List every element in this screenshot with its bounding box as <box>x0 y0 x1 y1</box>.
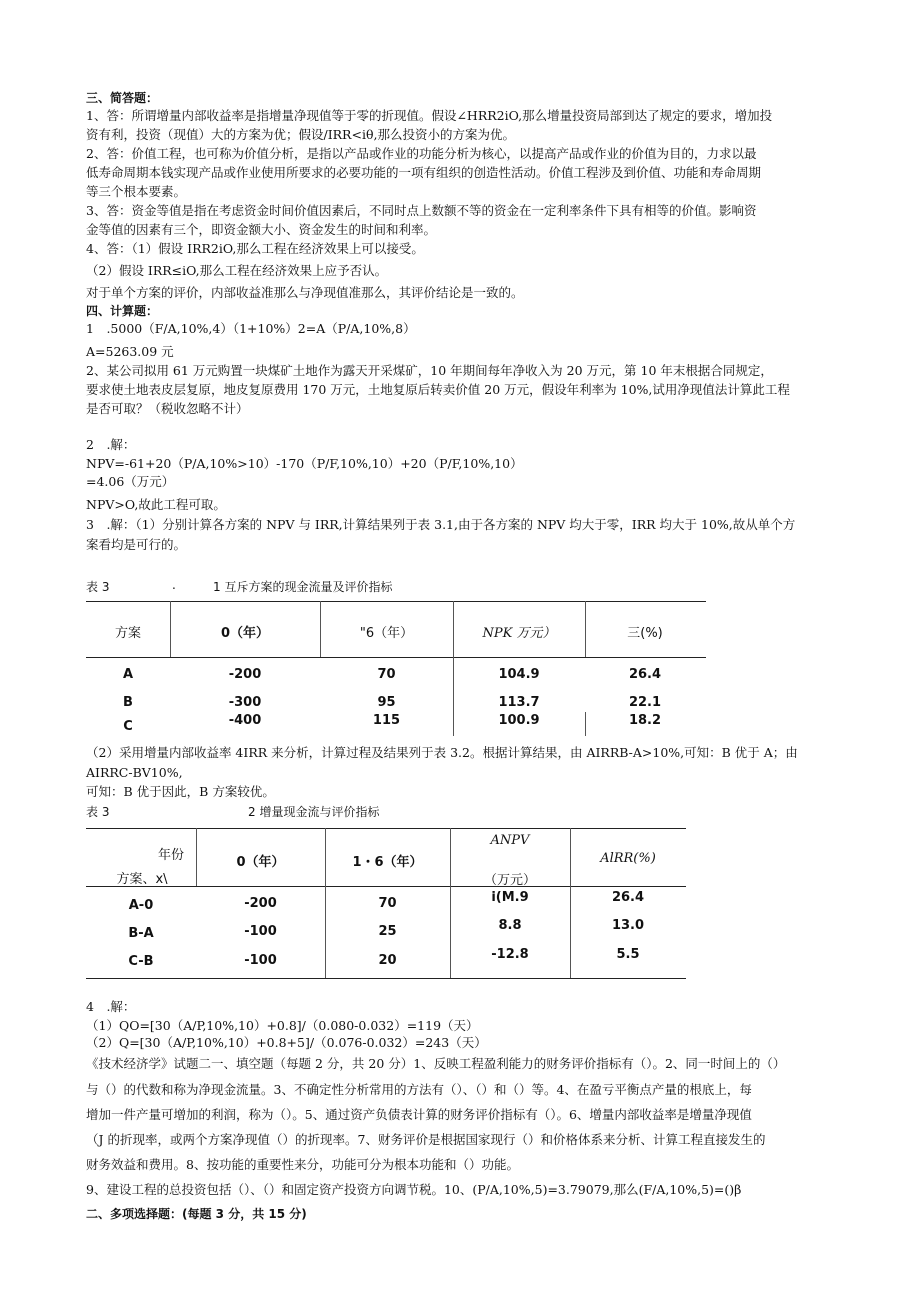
table2-header-cell: AlRR(%) <box>600 851 656 866</box>
table2-top-rule <box>86 828 686 829</box>
table1-header-cell: 0（年） <box>220 626 270 641</box>
table2-cell: 25 <box>378 924 397 939</box>
calc-4-line-1: 4 .解： <box>86 999 136 1014</box>
answer-4-line-3: 对于单个方案的评价，内部收益准那么与净现值准那么，其评价结论是一致的。 <box>86 285 524 300</box>
table1-cell: 115 <box>372 713 401 728</box>
section-heading-calculation: 四、计算题： <box>86 304 159 318</box>
table2-cell: 20 <box>378 953 397 968</box>
table2-cell: -100 <box>244 953 277 968</box>
calc-2-line-2: NPV=-61+20（P/A,10%>10）-170（P/F,10%,10）+20（P/F,10%,10） <box>86 456 523 471</box>
answer-1-line-2: 资有利，投资（现值）大的方案为优；假设/IRR<iθ,那么投资小的方案为优。 <box>86 127 515 142</box>
table2-corner-top: 年份 <box>157 848 184 863</box>
table1-header-cell: 三(%) <box>627 626 663 641</box>
calc-4-line-3: （2）Q=[30（A/P,10%,10）+0.8+5]/（0.076-0.032）=243（天） <box>86 1035 487 1050</box>
table2-cell: C-B <box>128 954 154 969</box>
answer-2-line-1: 2、答：价值工程，也可称为价值分析，是指以产品或作业的功能分析为核心，以提高产品或作业的价值为目的，力求以最 <box>86 146 757 161</box>
answer-3-line-2: 金等值的因素有三个，即资金额大小、资金发生的时间和利率。 <box>86 222 437 237</box>
table1-cell: A <box>122 667 134 682</box>
exam2-line-2: 与（）的代数和称为净现金流量。3、不确定性分析常用的方法有（）、（）和（）等。4、在盈亏平衡点产量的根底上，每 <box>86 1082 752 1097</box>
table2-header-cell: （万元） <box>483 873 536 888</box>
table1-top-rule <box>86 601 706 602</box>
exam2-line-1: 《技术经济学》试题二一、填空题（每题 2 分，共 20 分）1、反映工程盈利能力的财务评价指标有（）。2、同一时间上的（） <box>86 1056 786 1071</box>
calc-3-after-line-1: （2）采用增量内部收益率 4IRR 来分析，计算过程及结果列于表 3.2。根据计算结果，由 AIRRB-A>10%,可知：B 优于 A；由 <box>86 745 798 760</box>
table2-corner-bottom: 方案、x\ <box>116 872 168 887</box>
table2-bottom-rule <box>86 978 686 979</box>
table2-header-cell: ANPV <box>490 833 530 848</box>
table1-caption-title: 1 互斥方案的现金流量及评价指标 <box>213 580 393 594</box>
table1-cell: 95 <box>377 695 396 710</box>
answer-2-line-3: 等三个根本要素。 <box>86 184 187 199</box>
table1-cell: 70 <box>377 667 396 682</box>
table1-cell: 100.9 <box>498 713 540 728</box>
table2-header-cell: 0（年） <box>236 855 285 870</box>
table1-cell: -400 <box>228 713 262 728</box>
table1-header-cell: "6（年） <box>359 626 414 641</box>
answer-1-line-1: 1、答：所谓增量内部收益率是指增量净现值等于零的折现值。假设∠HRR2iO,那么增量投资局部到达了规定的要求，增加投 <box>86 108 773 123</box>
table2-cell: B-A <box>128 926 154 941</box>
exam2-line-7: 二、多项选择题：(每题 3 分，共 15 分) <box>86 1207 307 1221</box>
table2-cell: A-0 <box>128 898 154 913</box>
question-2-line-3: 是否可取？（税收忽略不计） <box>86 401 249 416</box>
table2-cell: i(M.9 <box>491 890 529 905</box>
exam2-line-6: 9、建设工程的总投资包括（）、（）和固定资产投资方向调节税。10、(P/A,10%,5)=3.79079,那么(F/A,10%,5)=()β <box>86 1182 742 1197</box>
table1-header-cell: 方案 <box>114 626 141 641</box>
table2-cell: 8.8 <box>498 918 522 933</box>
table1-cell: 22.1 <box>628 695 662 710</box>
calc-1-line-2: A=5263.09 元 <box>86 344 174 359</box>
table2-cell: 26.4 <box>611 890 645 905</box>
table2-cell: -100 <box>244 924 277 939</box>
table2-header-cell: 1・6（年） <box>352 855 423 870</box>
table1-cell: 104.9 <box>498 667 540 682</box>
table2-cell: 70 <box>378 896 397 911</box>
calc-4-line-2: （1）QO=[30（A/P,10%,10）+0.8]/（0.080-0.032）=119（天） <box>86 1018 479 1033</box>
answer-4-line-1: 4、答：（1）假设 IRR2iO,那么工程在经济效果上可以接受。 <box>86 241 424 256</box>
exam2-line-3: 增加一件产量可增加的利润，称为（）。5、通过资产负债表计算的财务评价指标有（）。6、增量内部收益率是增量净现值 <box>86 1107 752 1122</box>
table1-cell: 113.7 <box>498 695 540 710</box>
table1-cell: 18.2 <box>628 713 662 728</box>
question-2-line-2: 要求使土地表皮层复原，地皮复原费用 170 万元，土地复原后转卖价值 20 万元，假设年利率为 10%,试用净现值法计算此工程 <box>86 382 790 397</box>
calc-2-line-4: NPV>O,故此工程可取。 <box>86 497 226 512</box>
table1-cell: B <box>123 695 133 710</box>
table1-header-rule <box>86 657 706 658</box>
table2-cell: 5.5 <box>616 947 640 962</box>
table2-cell: -12.8 <box>491 947 529 962</box>
table1-caption-label: 表 3 <box>86 580 110 594</box>
calc-2-line-3: =4.06（万元） <box>86 474 175 489</box>
table1-caption-dot: . <box>172 578 176 592</box>
table1-cell: 26.4 <box>628 667 662 682</box>
table2-cell: -200 <box>244 896 277 911</box>
answer-3-line-1: 3、答：资金等值是指在考虑资金时间价值因素后，不同时点上数额不等的资金在一定利率条件下具有相等的价值。影响资 <box>86 203 757 218</box>
section-heading-short-answer: 三、简答题： <box>86 91 159 105</box>
calc-2-line-1: 2 .解： <box>86 437 136 452</box>
exam2-line-4: （J 的折现率，或两个方案净现值（）的折现率。7、财务评价是根据国家现行（）和价格体系来分析、计算工程直接发生的 <box>86 1132 766 1147</box>
table2-cell: 13.0 <box>611 918 645 933</box>
calc-3-after-line-3: 可知：B 优于因此，B 方案较优。 <box>86 784 275 799</box>
table2-caption-title: 2 增量现金流与评价指标 <box>248 805 380 819</box>
exam2-line-5: 财务效益和费用。8、按功能的重要性来分，功能可分为根本功能和（）功能。 <box>86 1157 519 1172</box>
calc-3-line-1: 3 .解：（1）分别计算各方案的 NPV 与 IRR,计算结果列于表 3.1,由于各方案的 NPV 均大于零，IRR 均大于 10%,故从单个方 <box>86 517 796 532</box>
answer-2-line-2: 低寿命周期本钱实现产品或作业使用所要求的必要功能的一项有组织的创造性活动。价值工程涉及到价值、功能和寿命周期 <box>86 165 762 180</box>
table1-header-cell: NPK 万元） <box>482 626 556 641</box>
table1-cell: C <box>123 719 133 734</box>
table1-cell: -200 <box>228 667 262 682</box>
question-2-line-1: 2、某公司拟用 61 万元购置一块煤矿土地作为露天开采煤矿，10 年期间每年净收入为 20 万元，第 10 年末根据合同规定， <box>86 363 773 378</box>
answer-4-line-2: （2）假设 IRR≤iO,那么工程在经济效果上应予否认。 <box>86 263 388 278</box>
calc-3-after-line-2: AIRRC-BV10%, <box>86 765 183 780</box>
table1-cell: -300 <box>228 695 262 710</box>
table2-caption-label: 表 3 <box>86 805 110 819</box>
calc-1-line-1: 1 .5000（F/A,10%,4）（1+10%）2=A（P/A,10%,8） <box>86 321 416 336</box>
calc-3-line-2: 案看均是可行的。 <box>86 537 187 552</box>
